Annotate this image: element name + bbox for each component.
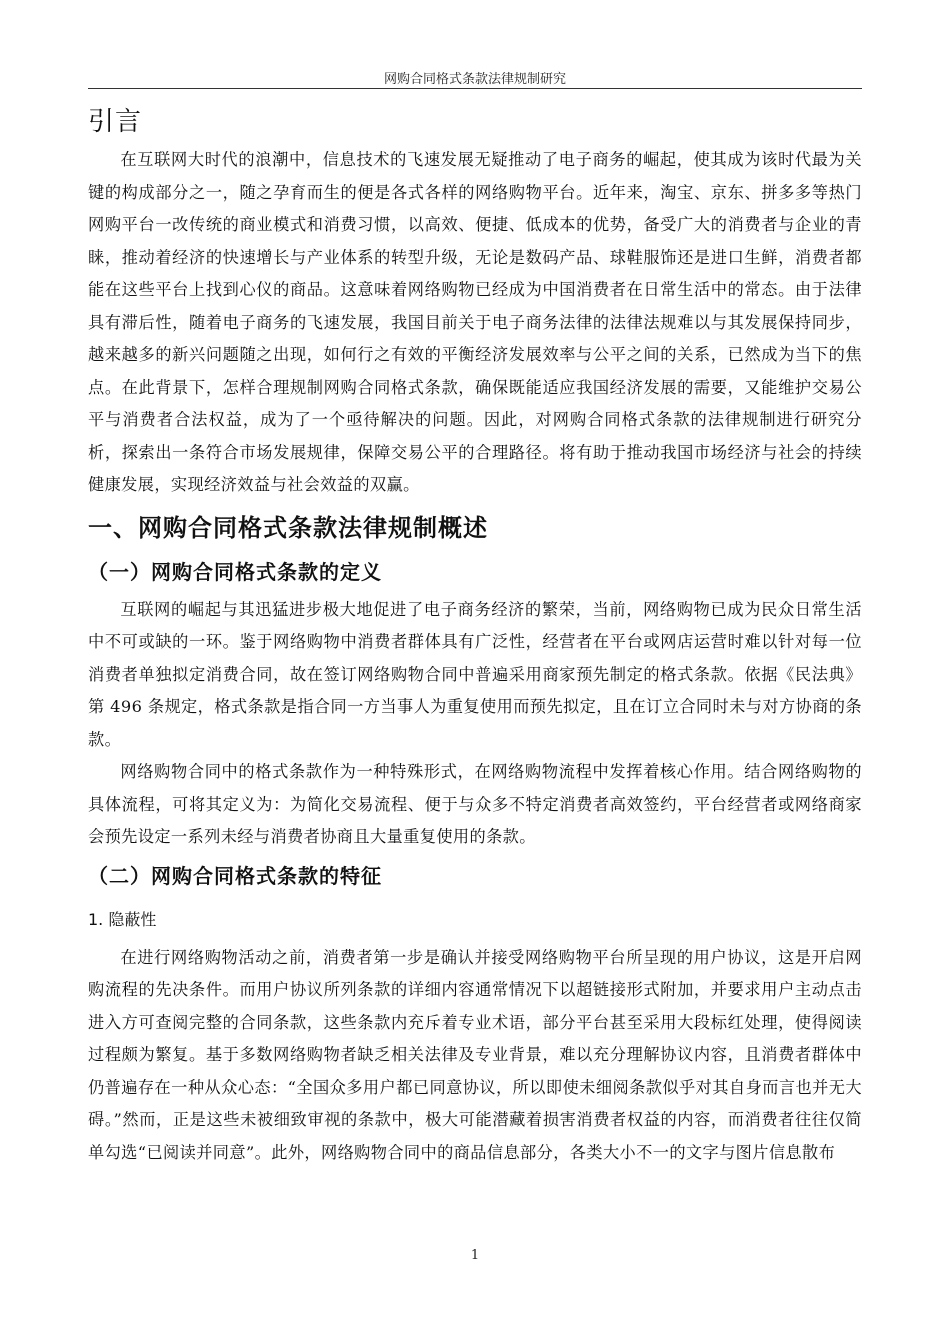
intro-paragraph: 在互联网大时代的浪潮中，信息技术的飞速发展无疑推动了电子商务的崛起，使其成为该时代最为关键的构成部分之一，随之孕育而生的便是各式各样的网络购物平台。近年来，淘宝、京东、拼多多等热门网购平台一改传统的商业模式和消费习惯，以高效、便捷、低成本的优势，备受广大的消费者与企业的青睐，推动着经济的快速增长与产业体系的转型升级，无论是数码产品、球鞋服饰还是进口生鲜，消费者都能在这些平台上找到心仪的商品。这意味着网络购物已经成为中国消费者在日常生活中的常态。由于法律具有滞后性，随着电子商务的飞速发展，我国目前关于电子商务法律的法律法规难以与其发展保持同步，越来越多的新兴问题随之出现，如何行之有效的平衡经济发展效率与公平之间的关系，已然成为当下的焦点。在此背景下，怎样合理规制网购合同格式条款，确保既能适应我国经济发展的需要，又能维护交易公平与消费者合法权益，成为了一个亟待解决的问题。因此，对网购合同格式条款的法律规制进行研究分析，探索出一条符合市场发展规律，保障交易公平的合理路径。将有助于推动我国市场经济与社会的持续健康发展，实现经济效益与社会效益的双赢。 — [88, 150, 862, 494]
page-number: 1 — [470, 1248, 480, 1263]
feature-concealment-heading: 1. 隐蔽性 — [88, 909, 157, 929]
running-header: 网购合同格式条款法律规制研究 — [383, 72, 566, 87]
section-features-heading: （二）网购合同格式条款的特征 — [88, 863, 382, 888]
section-definition-heading: （一）网购合同格式条款的定义 — [88, 559, 382, 584]
header-rule — [88, 88, 862, 89]
definition-paragraph-1: 互联网的崛起与其迅猛进步极大地促进了电子商务经济的繁荣，当前，网络购物已成为民众日常生活中不可或缺的一环。鉴于网络购物中消费者群体具有广泛性，经营者在平台或网店运营时难以针对每一位消费者单独拟定消费合同，故在签订网络购物合同中普遍采用商家预先制定的格式条款。依据《民法典》第 496 条规定，格式条款是指合同一方当事人为重复使用而预先拟定，且在订立合同时未与对方协商的条款。 — [88, 599, 862, 749]
page-content — [88, 100, 862, 1169]
intro-heading: 引言 — [88, 107, 143, 137]
concealment-paragraph: 在进行网络购物活动之前，消费者第一步是确认并接受网络购物平台所呈现的用户协议，这是开启网购流程的先决条件。而用户协议所列条款的详细内容通常情况下以超链接形式附加，并要求用户主动点击进入方可查阅完整的合同条款，这些条款内充斥着专业术语，部分平台甚至采用大段标红处理，使得阅读过程颇为繁复。基于多数网络购物者缺乏相关法律及专业背景，难以充分理解协议内容，且消费者群体中仍普遍存在一种从众心态：“全国众多用户都已同意协议，所以即使未细阅条款似乎对其自身而言也并无大碍。”然而，正是这些未被细致审视的条款中，极大可能潜藏着损害消费者权益的内容，而消费者往往仅简单勾选“已阅读并同意”。此外，网络购物合同中的商品信息部分，各类大小不一的文字与图片信息散布 — [88, 947, 862, 1162]
definition-paragraph-2: 网络购物合同中的格式条款作为一种特殊形式，在网络购物流程中发挥着核心作用。结合网络购物的具体流程，可将其定义为：为简化交易流程、便于与众多不特定消费者高效签约，平台经营者或网络商家会预先设定一系列未经与消费者协商且大量重复使用的条款。 — [88, 762, 862, 846]
chapter1-heading: 一、网购合同格式条款法律规制概述 — [88, 513, 488, 542]
